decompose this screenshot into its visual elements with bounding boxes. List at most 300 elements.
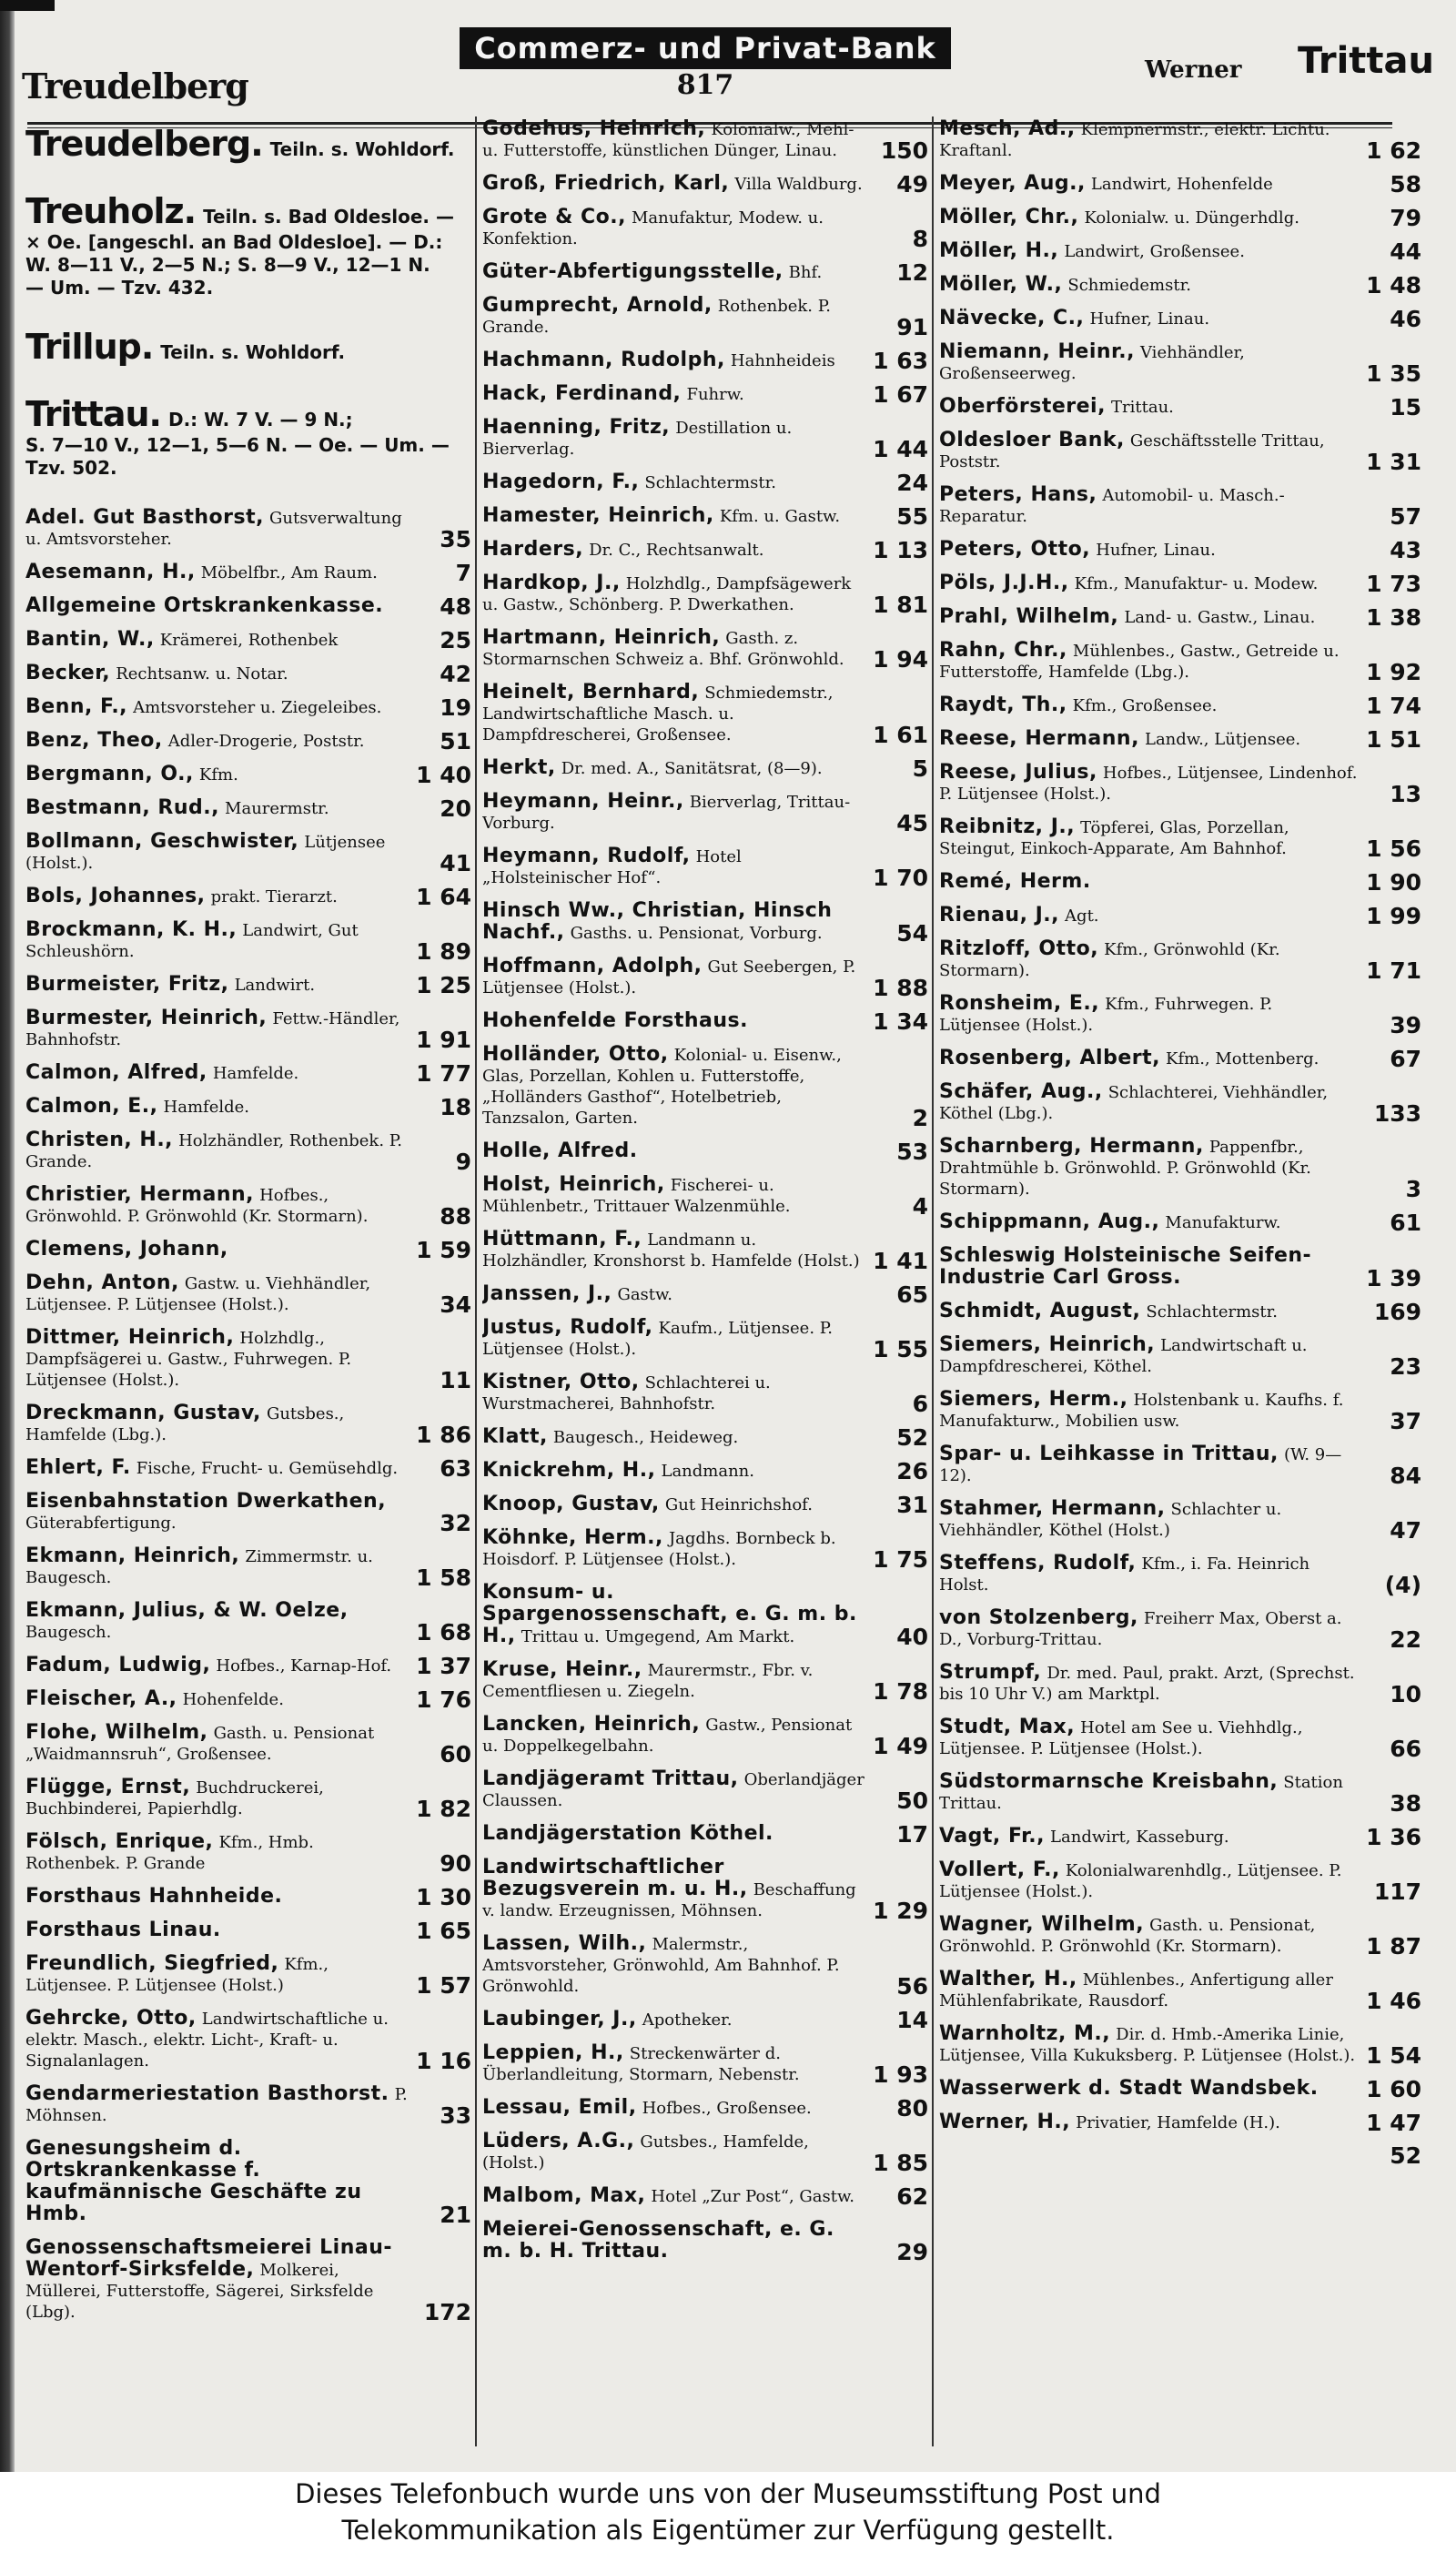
directory-entry [939,2142,1421,2169]
directory-entry [482,2007,928,2033]
phone-number: (4) [1384,1572,1421,1598]
directory-entry [482,2183,928,2210]
phone-number: 8 [912,226,928,252]
subscriber-description: Dr. C., Rechtsanwalt. [589,541,764,560]
phone-number: 1 61 [873,722,928,748]
subscriber-name: Genossenschaftsmeierei Linau-Wentorf-Sirksfelde, [25,2236,392,2281]
directory-entry [25,1239,471,1261]
subscriber-name: Janssen, J., [482,1282,612,1305]
subscriber-description: Zimmermstr. u. Baugesch. [25,1547,373,1587]
directory-entry [482,1173,928,1220]
directory-entry [482,259,928,286]
town-info-line: × Oe. [angeschl. an Bad Oldesloe]. — D.: [25,231,443,253]
phone-number: 1 90 [1366,869,1421,896]
subscriber-name: Forsthaus Hahnheide. [25,1885,283,1908]
subscriber-name: Aesemann, H., [25,561,196,583]
phone-number: 10 [1390,1681,1421,1707]
subscriber-name: Rosenberg, Albert, [939,1047,1160,1069]
directory-entry [939,993,1421,1036]
subscriber-name: Christier, Hermann, [25,1183,255,1206]
subscriber-description: Fischerei- u. Mühlenbetr., Trittauer Walzenmühle. [482,1176,791,1216]
directory-entry [939,1210,1421,1236]
phone-number: 1 49 [873,1733,928,1759]
directory-entry [25,1007,471,1053]
directory-entry [939,1913,1421,1960]
subscriber-name: Becker, [25,662,111,684]
subscriber-description: Rothenbek. P. Grande. [482,297,831,337]
phone-number: 14 [896,2007,928,2033]
phone-number: 1 59 [416,1237,471,1263]
subscriber-description: Kfm., Mottenberg. [1166,1049,1320,1068]
phone-number: 42 [440,661,471,687]
subscriber-description: Landwirt, Hohenfelde [1090,175,1273,194]
phone-number: 1 37 [416,1653,471,1679]
subscriber-name: Siemers, Heinrich, [939,1333,1156,1356]
subscriber-description: Hotel „Holsteinischer Hof“. [482,847,742,887]
header-left-title: Treudelberg [22,66,248,106]
subscriber-name: Schäfer, Aug., [939,1080,1103,1103]
subscriber-description: P. Möhnsen. [25,2085,408,2125]
directory-entry [939,937,1421,984]
subscriber-description: prakt. Tierarzt. [210,887,338,906]
subscriber-name: Remé, Herm. [939,870,1091,893]
phone-number: 1 92 [1366,659,1421,685]
phone-number: 1 29 [873,1898,928,1924]
subscriber-description: Maurermstr., Fbr. v. Cementfliesen u. Ziegeln. [482,1661,814,1701]
directory-entry [939,1662,1421,1705]
subscriber-name: Christen, H., [25,1129,174,1151]
phone-number: 51 [440,728,471,754]
directory-entry [25,629,471,651]
directory-entry [25,795,471,822]
directory-entry [939,429,1421,475]
subscriber-description: Kolonialw., Mehl- u. Futterstoffe, künstlichen Dünger, Linau. [482,120,854,160]
subscriber-name: Bestmann, Rud., [25,796,219,819]
town-note: D.: W. 7 V. — 9 N.; [167,409,353,430]
subscriber-description: Landw., Lütjensee. [1145,730,1301,749]
phone-number: 1 78 [873,1678,928,1705]
subscriber-name: Lancken, Heinrich, [482,1713,701,1736]
directory-entry [482,572,928,618]
phone-number: 1 55 [873,1336,928,1362]
subscriber-name: Schmidt, August, [939,1300,1141,1322]
directory-entry [482,2130,928,2176]
phone-number: 65 [896,1281,928,1308]
phone-number: 37 [1390,1408,1421,1434]
phone-number: 6 [912,1391,928,1417]
subscriber-description: Automobil- u. Masch.-Reparatur. [939,486,1285,526]
subscriber-name: Holle, Alfred. [482,1139,638,1162]
subscriber-description: Kfm., Fuhrwegen. P. Lütjensee (Holst.). [939,995,1273,1035]
directory-entry [25,1776,471,1822]
subscriber-description: Krämerei, Rothenbek [159,631,339,650]
directory-entry [482,1581,928,1650]
subscriber-name: Hohenfelde Forsthaus. [482,1009,748,1032]
subscriber-name: Walther, H., [939,1968,1077,1990]
directory-entry [482,381,928,408]
header-right-title: Trittau [1297,40,1434,82]
directory-entry [482,1460,928,1482]
directory-entry [939,762,1421,805]
subscriber-name: Dehn, Anton, [25,1271,179,1294]
phone-number: 9 [455,1149,471,1175]
subscriber-description: Manufaktur, Modew. u. Konfektion. [482,208,824,248]
phone-number: 1 46 [1366,1988,1421,2014]
subscriber-description: Dir. d. Hmb.-Amerika Linie, Lütjensee, Villa Kukuksberg. P. Lütjensee (Holst.). [939,2025,1356,2065]
phone-number: 33 [440,2102,471,2129]
subscriber-name: Nävecke, C., [939,307,1085,329]
phone-number: 80 [896,2095,928,2122]
subscriber-name: Brockmann, K. H., [25,918,238,941]
subscriber-name: Flohe, Wilhelm, [25,1721,208,1744]
subscriber-name: Stahmer, Hermann, [939,1497,1166,1520]
town-name: Trillup. [25,327,154,367]
subscriber-name: Godehus, Heinrich, [482,118,706,140]
directory-entry [939,1606,1421,1653]
subscriber-description: Kolonialwarenhdlg., Lütjensee. P. Lütjensee (Holst.). [939,1861,1342,1901]
phone-number: 62 [896,2183,928,2210]
subscriber-name: Burmester, Heinrich, [25,1007,268,1029]
directory-entry [25,661,471,687]
phone-number: 3 [1405,1176,1421,1202]
directory-entry [939,272,1421,299]
directory-entry [939,173,1421,195]
subscriber-description: Kfm. u. Gastw. [719,507,841,526]
directory-entry [25,1722,471,1765]
subscriber-description: Holstenbank u. Kaufhs. f. Manufakturw., Mobilien usw. [939,1391,1344,1431]
subscriber-name: Gehrcke, Otto, [25,2007,197,2030]
subscriber-description: Gastw. [617,1285,673,1304]
directory-entry [482,791,928,834]
directory-entry [25,1886,471,1908]
subscriber-name: Reese, Hermann, [939,727,1139,750]
phone-number: 1 44 [873,436,928,462]
subscriber-name: Dittmer, Heinrich, [25,1326,235,1349]
subscriber-name: Hamester, Heinrich, [482,504,714,527]
phone-number: 21 [440,2202,471,2228]
subscriber-name: Dreckmann, Gustav, [25,1402,261,1424]
directory-entry [482,2219,928,2263]
subscriber-description: Amtsvorsteher u. Ziegeleibes. [133,698,382,717]
phone-number: 24 [896,470,928,496]
subscriber-description: Schlachter u. Viehhändler, Köthel (Holst.) [939,1500,1282,1540]
subscriber-name: Güter-Abfertigungsstelle, [482,260,784,283]
directory-entry [25,1402,471,1448]
subscriber-description: Landmann. [661,1462,754,1481]
directory-entry [25,2082,471,2129]
directory-entry [482,1008,928,1035]
town-name: Treudelberg. [25,124,263,164]
phone-number: 2 [912,1105,928,1131]
directory-entry [482,2041,928,2088]
phone-number: 17 [896,1821,928,1848]
subscriber-description: Holzhdlg., Dampfsägewerk u. Gastw., Schönberg. P. Dwerkathen. [482,574,852,614]
subscriber-description: Klempnermstr., elektr. Lichtu. Kraftanl. [939,120,1330,160]
directory-entry [25,918,471,965]
subscriber-description: Holzhändler, Rothenbek. P. Grande. [25,1131,402,1171]
directory-entry [482,503,928,530]
directory-entry [482,1228,928,1274]
subscriber-description: Hofbes., Lütjensee, Lindenhof. P. Lütjensee (Holst.). [939,764,1358,804]
phone-number: 29 [896,2239,928,2265]
directory-entry [939,869,1421,896]
subscriber-name: Rienau, J., [939,904,1059,927]
phone-number: 5 [912,755,928,782]
directory-entry [939,693,1421,719]
directory-entry [939,1968,1421,2014]
directory-entry [939,726,1421,753]
subscriber-description: Gutsbes., Hamfelde (Lbg.). [25,1404,345,1444]
subscriber-name: Freundlich, Siegfried, [25,1952,279,1975]
phone-number: 1 38 [1366,604,1421,631]
subscriber-name: Peters, Otto, [939,538,1091,561]
phone-number: 54 [896,920,928,947]
subscriber-description: Hamfelde. [163,1098,250,1117]
directory-entry [25,1183,471,1230]
directory-entry [939,2110,1421,2136]
subscriber-description: Gut Seebergen, P. Lütjensee (Holst.). [482,957,856,998]
subscriber-name: Landjägerstation Köthel. [482,1822,774,1845]
subscriber-description: Schlachterei, Viehhändler, Köthel (Lbg.). [939,1083,1329,1123]
subscriber-name: Spar- u. Leihkasse in Trittau, [939,1443,1279,1465]
subscriber-description: Maurermstr. [225,799,329,818]
subscriber-description: Dr. med. A., Sanitätsrat, (8—9). [561,759,823,778]
directory-entry [25,2137,471,2228]
directory-entry [482,1767,928,1814]
phone-number: 1 71 [1366,957,1421,984]
subscriber-name: Burmeister, Fritz, [25,973,229,996]
subscriber-description: Hofbes., Grönwohld. P. Grönwohld (Kr. Stormarn). [25,1186,369,1226]
phone-number: 43 [1390,537,1421,563]
phone-number: 1 35 [1366,360,1421,387]
subscriber-name: von Stolzenberg, [939,1606,1138,1629]
subscriber-description: Jagdhs. Bornbeck b. Hoisdorf. P. Lütjensee (Holst.). [482,1529,836,1569]
subscriber-description: Gut Heinrichshof. [664,1495,813,1514]
directory-entry [25,560,471,586]
phone-number: 1 64 [416,884,471,910]
subscriber-name: Kistner, Otto, [482,1371,640,1393]
subscriber-description: Gutsverwaltung u. Amtsvorsteher. [25,509,402,549]
directory-entry [939,1080,1421,1127]
directory-entry [939,1245,1421,1289]
phone-number: 1 81 [873,592,928,618]
phone-number: 61 [1390,1210,1421,1236]
directory-entry [482,1139,928,1165]
directory-entry [25,1686,471,1713]
phone-number: 79 [1390,205,1421,231]
phone-number: 1 47 [1366,2110,1421,2136]
page-binding-edge [0,0,15,2472]
subscriber-name: Allgemeine Ortskrankenkasse. [25,594,384,617]
subscriber-description: Trittau u. Umgegend, Am Markt. [521,1627,795,1646]
directory-entry [939,118,1421,164]
town-note: Teiln. s. Wohldorf. [160,341,346,363]
directory-entry [482,1044,928,1129]
subscriber-name: Haenning, Fritz, [482,416,671,439]
phone-number: 1 75 [873,1546,928,1573]
directory-entry [939,1046,1421,1072]
subscriber-name: Ekmann, Heinrich, [25,1544,240,1567]
subscriber-name: Clemens, Johann, [25,1238,228,1261]
subscriber-name: Hack, Ferdinand, [482,382,682,405]
town-name: Trittau. [25,394,161,434]
directory-entry [482,755,928,782]
phone-number: 12 [896,259,928,286]
directory-entry [25,694,471,721]
subscriber-description: Freiherr Max, Oberst a. D., Vorburg-Trittau. [939,1609,1342,1649]
subscriber-name: Siemers, Herm., [939,1388,1128,1411]
subscriber-name: Wagner, Wilhelm, [939,1913,1145,1936]
phone-number: 63 [440,1455,471,1482]
phone-number: 1 68 [416,1619,471,1646]
subscriber-description: Gasth. u. Pensionat, Grönwohld. P. Grönwohld (Kr. Stormarn). [939,1916,1316,1956]
subscriber-name: Calmon, E., [25,1095,158,1118]
corner-mark [0,0,55,11]
subscriber-name: Schippmann, Aug., [939,1210,1160,1233]
subscriber-description: Kfm., i. Fa. Heinrich Holst. [939,1554,1310,1595]
subscriber-name: Rahn, Chr., [939,639,1067,662]
directory-entry [482,2095,928,2122]
subscriber-name: Köhnke, Herm., [482,1526,663,1549]
subscriber-description: Landwirt. [234,976,316,995]
subscriber-description: Gastw. u. Viehhändler, Lütjensee. P. Lütjensee (Holst.). [25,1274,371,1314]
phone-number: 1 30 [416,1884,471,1910]
subscriber-name: Hardkop, J., [482,572,621,594]
subscriber-name: Lassen, Wilh., [482,1932,647,1955]
subscriber-description: Kolonial- u. Eisenw., Glas, Porzellan, Kohlen u. Futterstoffe, „Holländers Gasthof“, Hotelbetrieb, Tanzsalon, Garten. [482,1046,842,1128]
directory-entry [482,1371,928,1417]
directory-entry [939,1826,1421,1848]
directory-entry [939,1333,1421,1380]
subscriber-description: Gasth. z. Stormarnschen Schweiz a. Bhf. Grönwohld. [482,629,844,669]
subscriber-name: Heymann, Heinr., [482,790,684,813]
subscriber-name: Landjägeramt Trittau, [482,1767,739,1790]
phone-number: 1 58 [416,1565,471,1591]
subscriber-name: Fölsch, Enrique, [25,1830,214,1853]
directory-entry [939,1136,1421,1200]
phone-number: 60 [440,1741,471,1767]
subscriber-description: Privatier, Hamfelde (H.). [1076,2113,1280,2132]
phone-number: 1 25 [416,972,471,998]
subscriber-description: Güterabfertigung. [25,1514,177,1533]
directory-entry [25,1653,471,1679]
directory-entry [482,417,928,460]
subscriber-description: Villa Waldburg. [734,175,863,194]
phone-number: 40 [896,1624,928,1650]
phone-number: 1 48 [1366,272,1421,299]
subscriber-description: Baugesch., Heideweg. [552,1428,739,1447]
phone-number: 1 65 [416,1918,471,1944]
directory-entry [939,2078,1421,2100]
phone-number: 41 [440,850,471,876]
subscriber-description: Rechtsanw. u. Notar. [116,664,288,684]
subscriber-description: Viehhändler, Großenseerweg. [939,343,1245,383]
phone-number: 1 16 [416,2048,471,2074]
subscriber-description: Mühlenbes., Anfertigung aller Mühlenfabrikate, Rausdorf. [939,1970,1333,2010]
phone-number: 31 [896,1492,928,1518]
phone-number: 13 [1390,781,1421,807]
subscriber-name: Adel. Gut Basthorst, [25,506,264,529]
phone-number: 150 [880,137,928,164]
subscriber-name: Lessau, Emil, [482,2096,637,2119]
directory-entry [939,1497,1421,1544]
directory-entry [482,1714,928,1757]
phone-number: 1 91 [416,1027,471,1053]
phone-number: 1 40 [416,762,471,788]
subscriber-description: Hahnheideis [730,351,835,370]
directory-entry [482,955,928,1001]
directory-entry [939,1858,1421,1905]
subscriber-description: Agt. [1065,906,1099,926]
phone-number: 1 36 [1366,1824,1421,1850]
directory-entry [939,483,1421,530]
directory-entry [939,396,1421,418]
subscriber-name: Kruse, Heinr., [482,1658,642,1681]
town-note: Teiln. s. Wohldorf. [269,138,455,160]
subscriber-name: Harders, [482,538,584,561]
subscriber-description: Hotel „Zur Post“, Gastw. [651,2187,854,2206]
directory-entry [25,1129,471,1175]
directory-entry [939,2022,1421,2069]
subscriber-description: Hotel am See u. Viehhdlg., Lütjensee. P. Lütjensee (Holst.). [939,1718,1303,1758]
directory-entry [25,831,471,874]
subscriber-name: Hagedorn, F., [482,471,640,493]
subscriber-name: Heinelt, Bernhard, [482,681,700,704]
subscriber-name: Steffens, Rudolf, [939,1552,1137,1575]
subscriber-description: Molkerei, Müllerei, Futterstoffe, Sägerei, Sirksfelde (Lbg). [25,2261,374,2322]
phone-number: 38 [1390,1790,1421,1817]
phone-number: 55 [896,503,928,530]
subscriber-description: Land- u. Gastw., Linau. [1124,608,1316,627]
directory-entry [482,539,928,561]
subscriber-description: Trittau. [1111,398,1174,417]
subscriber-name: Landwirtschaftlicher Bezugsverein m. u. H., [482,1856,748,1900]
subscriber-description: Landwirtschaft u. Dampfdrescherei, Köthel. [939,1336,1308,1376]
subscriber-name: Grote & Co., [482,206,626,228]
subscriber-description: Manufakturw. [1165,1213,1281,1232]
subscriber-name: Möller, H., [939,239,1059,262]
subscriber-name: Heymann, Rudolf, [482,845,691,867]
subscriber-description: Möbelfbr., Am Raum. [200,563,378,582]
phone-number: 88 [440,1203,471,1230]
phone-number: 50 [896,1787,928,1814]
subscriber-name: Vagt, Fr., [939,1825,1045,1848]
subscriber-description: Apotheker. [642,2010,733,2030]
subscriber-description: Streckenwärter d. Überlandleitung, Stormarn, Nebenstr. [482,2044,800,2084]
subscriber-name: Calmon, Alfred, [25,1061,207,1084]
phone-number: 1 56 [1366,835,1421,862]
phone-number: 1 63 [873,348,928,374]
subscriber-name: Pöls, J.J.H., [939,572,1069,594]
subscriber-description: Kaufm., Lütjensee. P. Lütjensee (Holst.). [482,1319,833,1359]
subscriber-name: Benn, F., [25,695,128,718]
subscriber-name: Wasserwerk d. Stadt Wandsbek. [939,2077,1319,2100]
directory-entry [939,1443,1421,1489]
directory-entry [482,1932,928,2000]
phone-number: 1 39 [1366,1265,1421,1291]
subscriber-description: Baugesch. [25,1623,112,1642]
phone-number: 46 [1390,306,1421,332]
phone-number: 56 [896,1973,928,2000]
phone-number: 1 57 [416,1972,471,1999]
subscriber-description: Mühlenbes., Gastw., Getreide u. Futterstoffe, Hamfelde (Lbg.). [939,642,1340,682]
subscriber-description: Schmiedemstr. [1067,276,1191,295]
directory-entry [25,1096,471,1118]
phone-number: 32 [440,1510,471,1536]
directory-entry [482,1424,928,1451]
subscriber-description: Gutsbes., Hamfelde, (Holst.) [482,2132,809,2172]
phone-number: 1 76 [416,1686,471,1713]
